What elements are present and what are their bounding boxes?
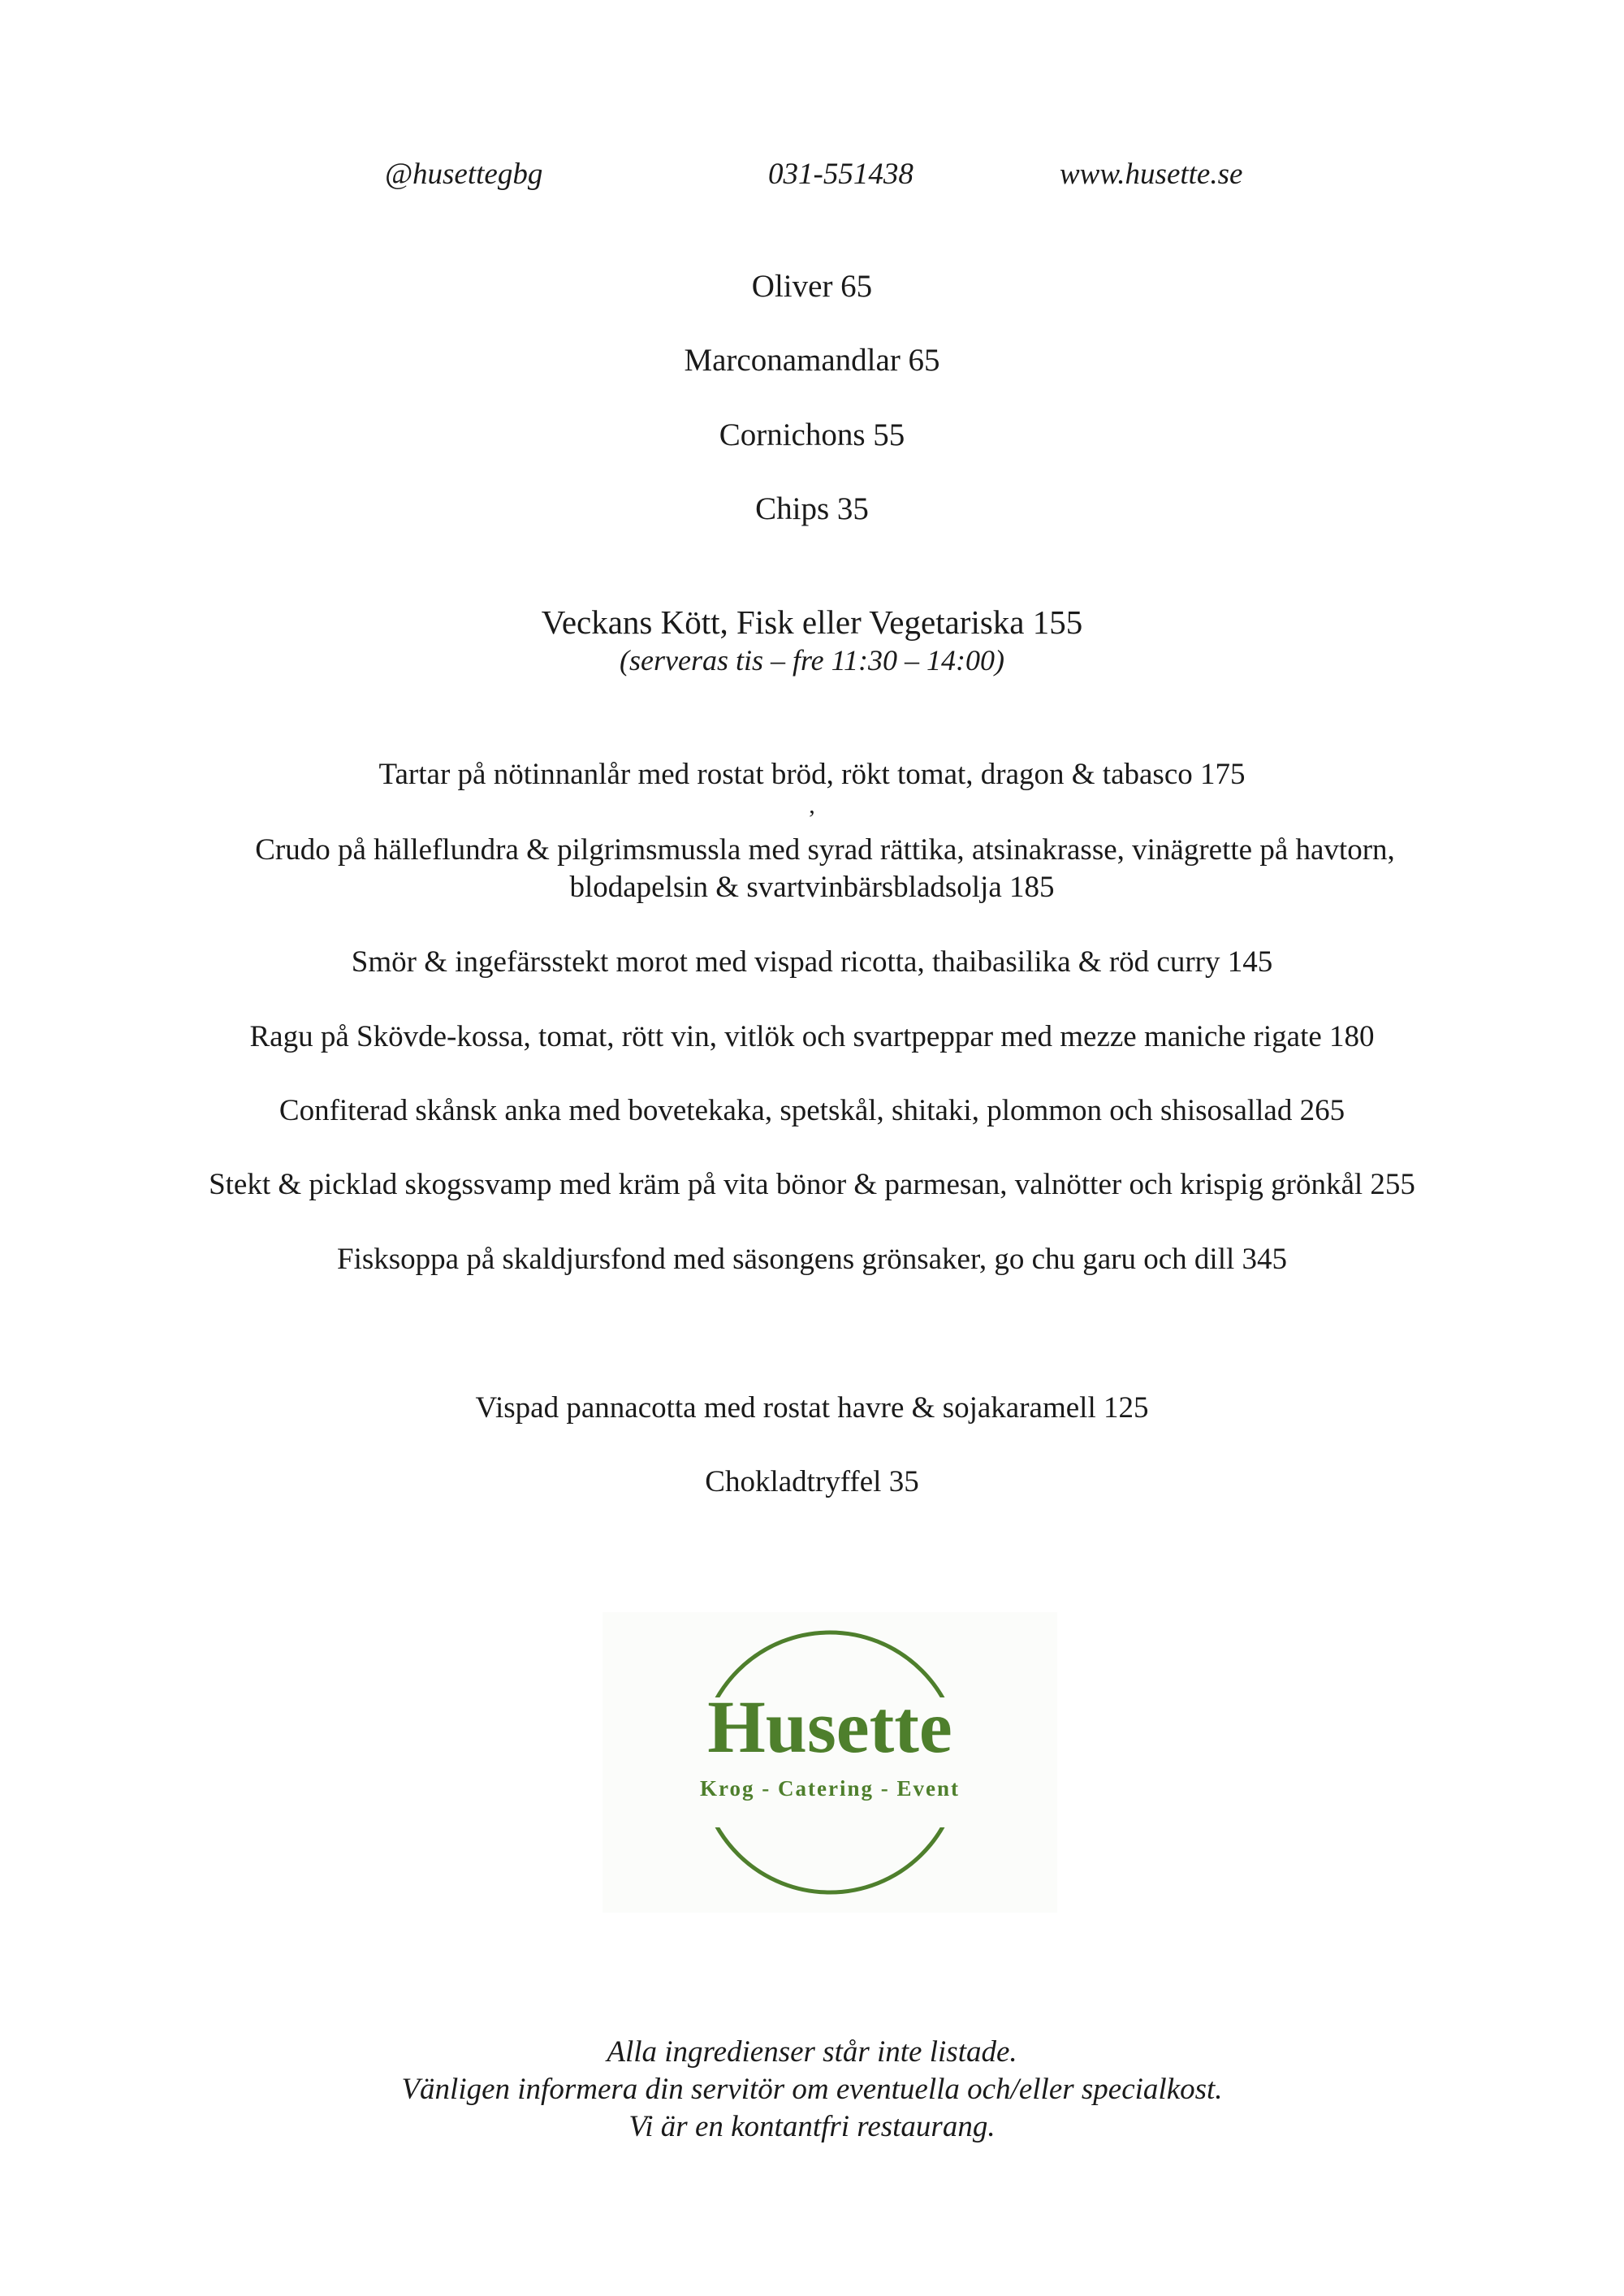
footer-line-3: Vi är en kontantfri restaurang. <box>628 2110 996 2143</box>
footer-line-2: Vänligen informera din servitör om eventuella och/eller specialkost. <box>401 2073 1223 2106</box>
logo-tagline: Krog - Catering - Event <box>700 1776 960 1801</box>
snack-item-oliver: Oliver 65 <box>751 269 873 304</box>
dish-morot: Smör & ingefärsstekt morot med vispad ricotta, thaibasilika & röd curry 145 <box>351 945 1273 979</box>
dish-crudo-line2: blodapelsin & svartvinbärsbladsolja 185 <box>569 871 1055 904</box>
logo-wordmark: Husette <box>707 1685 952 1768</box>
dish-tartar: Tartar på nötinnanlår med rostat bröd, rökt tomat, dragon & tabasco 175 <box>378 758 1246 791</box>
weekly-lunch-title: Veckans Kött, Fisk eller Vegetariska 155 <box>541 603 1083 641</box>
snack-item-marconamandlar: Marconamandlar 65 <box>684 343 940 378</box>
dessert-pannacotta: Vispad pannacotta med rostat havre & sojakaramell 125 <box>475 1391 1149 1425</box>
snack-item-cornichons: Cornichons 55 <box>719 417 905 452</box>
stray-comma: , <box>809 792 815 819</box>
husette-logo <box>603 1612 1057 1913</box>
phone-number: 031-551438 <box>768 158 914 191</box>
dish-fisksoppa: Fisksoppa på skaldjursfond med säsongens grönsaker, go chu garu och dill 345 <box>337 1243 1287 1276</box>
dish-anka: Confiterad skånsk anka med bovetekaka, spetskål, shitaki, plommon och shisosallad 265 <box>279 1094 1345 1127</box>
weekly-lunch-note: (serveras tis – fre 11:30 – 14:00) <box>620 644 1004 677</box>
snack-item-chips: Chips 35 <box>755 491 869 526</box>
footer-line-1: Alla ingredienser står inte listade. <box>607 2035 1017 2069</box>
dish-crudo-line1: Crudo på hälleflundra & pilgrimsmussla med syrad rättika, atsinakrasse, vinägrette på havtorn, <box>255 833 1395 867</box>
dish-ragu: Ragu på Skövde-kossa, tomat, rött vin, vitlök och svartpeppar med mezze maniche rigate 180 <box>249 1020 1375 1053</box>
dessert-chokladtryffel: Chokladtryffel 35 <box>705 1465 919 1498</box>
dish-skogssvamp: Stekt & picklad skogssvamp med kräm på vita bönor & parmesan, valnötter och krispig grönkål 255 <box>209 1168 1415 1201</box>
website-link[interactable]: www.husette.se <box>1060 158 1243 191</box>
instagram-handle: @husettegbg <box>385 158 543 191</box>
